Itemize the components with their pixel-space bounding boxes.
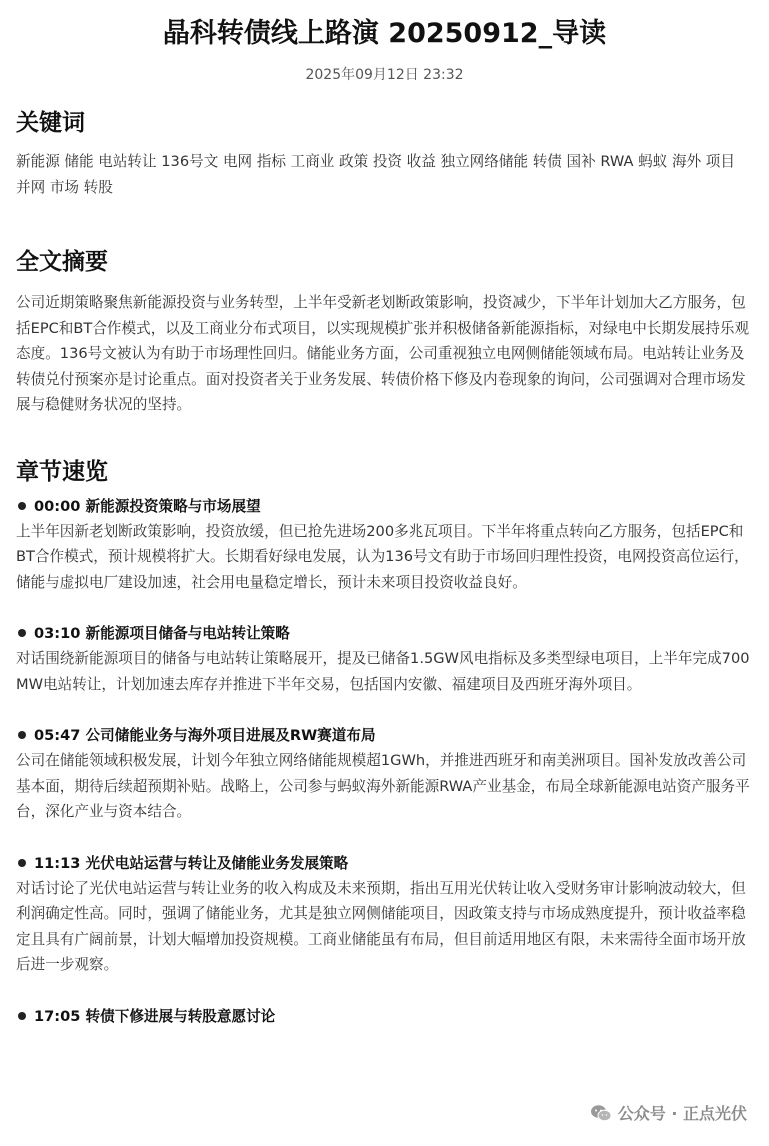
chapter-title-row[interactable] [16,494,753,519]
watermark-text: 公众号 · 正点光伏 [617,1104,747,1123]
chapter-title: 03:10 新能源项目储备与电站转让策略 [34,625,290,642]
chapter-item [16,851,753,978]
page-title: 晶科转债线上路演 20250912_导读 [162,18,607,49]
bullet-icon [18,859,26,867]
chapter-text: 对话围绕新能源项目的储备与电站转让策略展开，提及已储备1.5GW风电指标及多类型绿电项目，上半年完成700MW电站转让，计划加速去库存并推进下半年交易，包括国内安徽、福建项目及西班牙海外项目。 [16,650,750,693]
chapter-list [16,494,753,1029]
summary-heading: 全文摘要 [16,249,108,275]
keywords-text: 新能源 储能 电站转让 136号文 电网 指标 工商业 政策 投资 收益 独立网络储能 转债 国补 RWA 蚂蚁 海外 项目 并网 市场 转股 [16,153,735,196]
chapter-title: 11:13 光伏电站运营与转让及储能业务发展策略 [34,854,349,872]
chapter-item [16,621,753,697]
wechat-icon [590,1104,612,1122]
chapter-title-row[interactable] [16,621,753,646]
watermark [590,1101,747,1124]
chapter-title-row[interactable] [16,851,753,876]
chapter-title-row[interactable] [16,1004,753,1029]
chapter-title: 05:47 公司储能业务与海外项目进展及RW赛道布局 [34,727,376,744]
chapter-text: 公司在储能领域积极发展，计划今年独立网络储能规模超1GWh，并推进西班牙和南美洲项目。国补发放改善公司基本面，期待后续超预期补贴。战略上，公司参与蚂蚁海外新能源RWA产业基金，布局全球新能源电站资产服务平台，深化产业与资本结合。 [16,752,750,820]
chapter-text: 上半年因新老划断政策影响，投资放缓，但已抢先进场200多兆瓦项目。下半年将重点转向乙方服务，包括EPC和BT合作模式，预计规模将扩大。长期看好绿电发展，认为136号文有助于市场回归理性投资，电网投资高位运行，储能与虚拟电厂建设加速，社会用电量稳定增长，预计未来项目投资收益良好。 [16,522,749,591]
chapter-item [16,1004,753,1029]
chapter-item [16,494,753,596]
chapter-title: 00:00 新能源投资策略与市场展望 [34,497,261,515]
summary-text: 公司近期策略聚焦新能源投资与业务转型，上半年受新老划断政策影响，投资减少，下半年计划加大乙方服务，包括EPC和BT合作模式，以及工商业分布式项目，以实现规模扩张并积极储备新能源指标，对绿电中长期发展持乐观态度。136号文被认为有助于市场理性回归。储能业务方面，公司重视独立电网侧储能领域布局。电站转让业务及转债兑付预案亦是讨论重点。面对投资者关于业务发展、转债价格下修及内卷现象的询问，公司强调对合理市场发展与稳健财务状况的坚持。 [16,294,750,413]
keywords-heading: 关键词 [16,110,85,136]
bullet-icon [18,502,26,510]
chapter-item [16,723,753,825]
chapter-title-row[interactable] [16,723,753,748]
bullet-icon [18,1012,26,1020]
bullet-icon [18,731,26,739]
bullet-icon [18,629,26,637]
chapter-text: 对话讨论了光伏电站运营与转让业务的收入构成及未来预期，指出互用光伏转让收入受财务审计影响波动较大，但利润确定性高。同时，强调了储能业务，尤其是独立网侧储能项目，因政策支持与市场成熟度提升，预计收益率稳定且具有广阔前景，计划大幅增加投资规模。工商业储能虽有布局，但目前适用地区有限，未来需待全面市场开放后进一步观察。 [16,879,746,973]
chapter-title: 17:05 转债下修进展与转股意愿讨论 [34,1007,276,1025]
chapters-heading: 章节速览 [16,458,108,485]
publish-date: 2025年09月12日 23:32 [305,67,464,83]
